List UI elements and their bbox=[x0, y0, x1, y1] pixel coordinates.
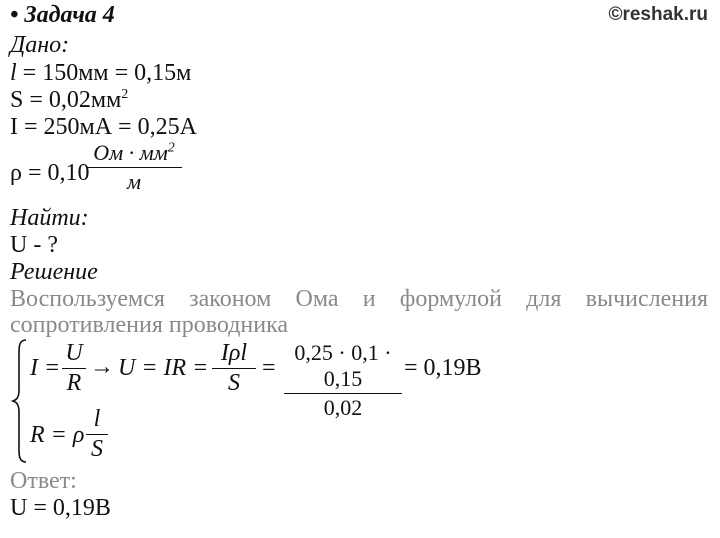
given-heading: Дано: bbox=[10, 32, 70, 58]
given-rho: ρ = 0,10 bbox=[10, 160, 90, 186]
area-exponent: 2 bbox=[121, 87, 129, 102]
solution-text-line1 bbox=[10, 286, 708, 312]
solution-heading: Решение bbox=[10, 259, 98, 285]
given-area bbox=[10, 87, 128, 113]
word: Ома bbox=[295, 286, 339, 312]
numerator: l bbox=[93, 406, 101, 432]
word: вычисления bbox=[585, 286, 708, 312]
rho-unit-exponent: 2 bbox=[167, 140, 175, 156]
given-length bbox=[10, 60, 191, 86]
fraction-bar bbox=[86, 434, 108, 435]
fraction-bar bbox=[62, 368, 86, 369]
denominator: 0,02 bbox=[323, 395, 363, 420]
task-title: • Задача 4 bbox=[10, 2, 115, 28]
fraction-bar bbox=[284, 393, 402, 394]
eq1-equals: = bbox=[262, 355, 276, 381]
rho-unit-numerator: Ом · $мм^2$ bbox=[93, 140, 175, 165]
eq1-fraction-u-r bbox=[62, 340, 86, 397]
watermark: ©reshak.ru bbox=[608, 4, 708, 25]
eq2-fraction-l-s bbox=[86, 406, 108, 463]
fraction-bar bbox=[212, 368, 256, 369]
eq2-lhs: R = ρ bbox=[30, 422, 85, 448]
area-text: S = 0,02мм bbox=[10, 87, 122, 113]
fraction-bar bbox=[86, 167, 182, 168]
numerator: U bbox=[65, 340, 83, 366]
eq1-mid: U = IR = bbox=[118, 355, 209, 381]
system-brace bbox=[10, 338, 30, 464]
find-unknown: U - ? bbox=[10, 232, 58, 258]
eq1-lhs: I = bbox=[30, 355, 61, 381]
word: законом bbox=[189, 286, 272, 312]
find-heading: Найти: bbox=[10, 205, 89, 231]
denominator: S bbox=[228, 370, 240, 396]
rho-unit-denominator: м bbox=[126, 169, 142, 194]
solution-text-line2: сопротивления проводника bbox=[10, 312, 289, 338]
eq1-result: = 0,19B bbox=[404, 355, 482, 381]
denominator: S bbox=[91, 436, 103, 462]
length-value: = 150мм = 0,15м bbox=[16, 60, 192, 86]
word: и bbox=[362, 286, 376, 312]
numerator: 0,25 · 0,1 · 0,15 bbox=[294, 340, 392, 391]
rho-unit-fraction bbox=[86, 140, 182, 195]
eq1-fraction-iρl-s bbox=[212, 340, 256, 397]
eq1-numeric-fraction bbox=[284, 340, 402, 421]
answer-value: U = 0,19В bbox=[10, 495, 111, 521]
denominator: R bbox=[66, 370, 82, 396]
length-variable: l bbox=[10, 60, 17, 86]
word: Воспользуемся bbox=[10, 286, 165, 312]
word: для bbox=[526, 286, 562, 312]
numerator: Iρl bbox=[220, 340, 248, 366]
arrow-icon: → bbox=[90, 354, 114, 380]
given-current: I = 250мА = 0,25А bbox=[10, 114, 197, 140]
word: формулой bbox=[399, 286, 502, 312]
answer-heading: Ответ: bbox=[10, 468, 77, 494]
